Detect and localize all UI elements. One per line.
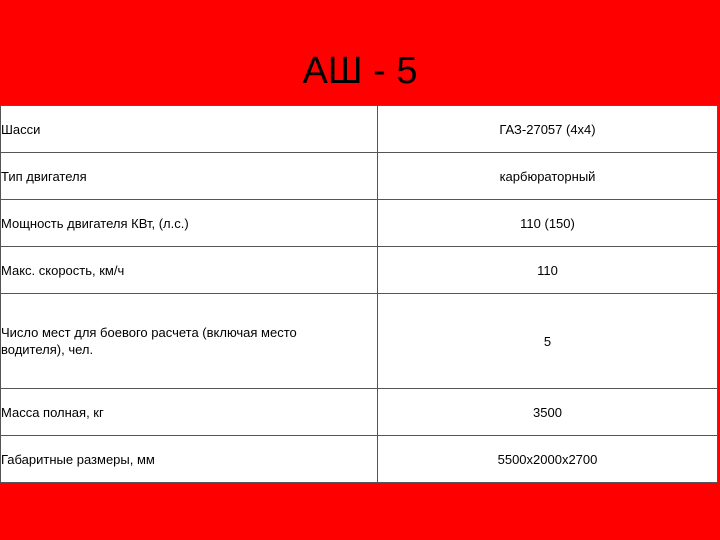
table-row bbox=[1, 200, 718, 247]
spec-table bbox=[0, 105, 718, 483]
spec-label-engine-type: Тип двигателя bbox=[1, 153, 378, 200]
spec-value-total-mass: 3500 bbox=[378, 389, 718, 436]
table-row bbox=[1, 436, 718, 483]
spec-value-crew-seats: 5 bbox=[378, 294, 718, 389]
spec-value-dimensions: 5500х2000х2700 bbox=[378, 436, 718, 483]
table-row bbox=[1, 106, 718, 153]
spec-label-dimensions: Габаритные размеры, мм bbox=[1, 436, 378, 483]
table-row bbox=[1, 389, 718, 436]
table-row bbox=[1, 153, 718, 200]
spec-label-chassis: Шасси bbox=[1, 106, 378, 153]
table-row bbox=[1, 294, 718, 389]
spec-label-max-speed: Макс. скорость, км/ч bbox=[1, 247, 378, 294]
spec-value-engine-type: карбюраторный bbox=[378, 153, 718, 200]
spec-value-max-speed: 110 bbox=[378, 247, 718, 294]
spec-value-chassis: ГАЗ-27057 (4х4) bbox=[378, 106, 718, 153]
spec-label-crew-seats: Число мест для боевого расчета (включая место водителя), чел. bbox=[1, 294, 378, 389]
spec-label-engine-power: Мощность двигателя КВт, (л.с.) bbox=[1, 200, 378, 247]
spec-label-total-mass: Масса полная, кг bbox=[1, 389, 378, 436]
table-row bbox=[1, 247, 718, 294]
slide-title: АШ - 5 bbox=[302, 50, 418, 92]
spec-value-engine-power: 110 (150) bbox=[378, 200, 718, 247]
